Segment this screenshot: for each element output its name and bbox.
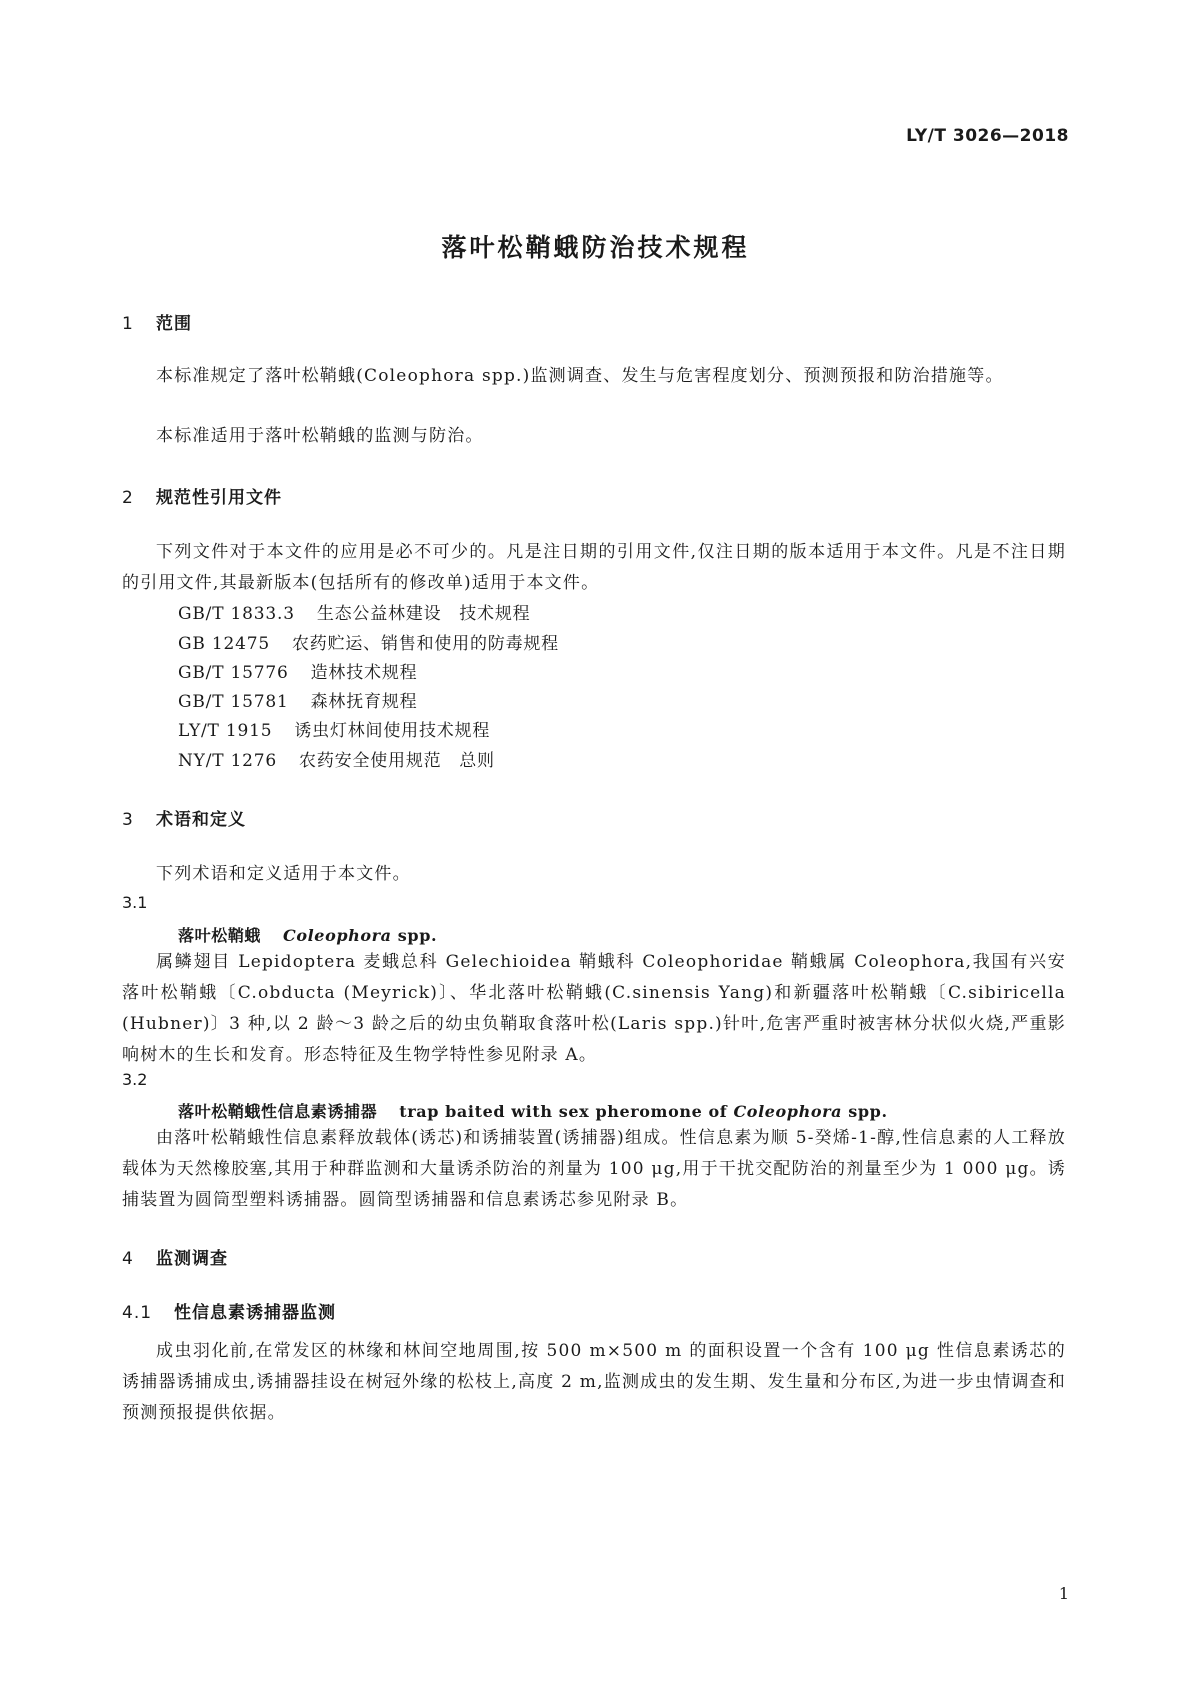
document-title: 落叶松鞘蛾防治技术规程 <box>441 233 750 262</box>
section-number: 1 <box>122 314 134 334</box>
term-en-suffix: spp. <box>842 1102 888 1121</box>
section-number: 4 <box>122 1249 134 1269</box>
section-3-heading <box>122 805 246 830</box>
term-definition: 属鳞翅目 Lepidoptera 麦蛾总科 Gelechioidea 鞘蛾科 Coleophoridae 鞘蛾属 Coleophora,我国有兴安落叶松鞘蛾〔C.obducta (Meyrick)〕、华北落叶松鞘蛾(C.sinensis Yang)和新疆落叶松鞘蛾〔C.sibiricella (Hubner)〕3 种,以 2 龄～3 龄之后的幼虫负鞘取食落叶松(Laris spp.)针叶,危害严重时被害林分状似火烧,严重影响树木的生长和发育。形态特征及生物学特性参见附录 A。 <box>122 952 1066 1065</box>
reference-title: 农药安全使用规范 总则 <box>299 751 495 771</box>
term-number: 3.1 <box>122 893 148 912</box>
section-4-heading <box>122 1244 228 1269</box>
reference-title: 农药贮运、销售和使用的防毒规程 <box>291 634 559 654</box>
section-3-paragraph-1: 下列术语和定义适用于本文件。 <box>156 864 411 884</box>
term-en <box>399 1102 887 1121</box>
section-4-1-heading <box>122 1298 336 1323</box>
term-en-genus: Coleophora <box>733 1102 843 1121</box>
reference-item <box>178 716 490 741</box>
section-1-heading <box>122 309 192 334</box>
section-title: 监测调查 <box>156 1249 228 1269</box>
term-en <box>283 926 437 945</box>
section-title: 性信息素诱捕器监测 <box>174 1303 336 1323</box>
reference-item <box>178 687 417 712</box>
section-2-heading <box>122 483 282 508</box>
reference-item <box>178 746 495 771</box>
section-number: 3 <box>122 810 134 830</box>
section-title: 规范性引用文件 <box>156 488 282 508</box>
reference-code: GB/T 15781 <box>178 692 289 712</box>
reference-code: GB/T 15776 <box>178 663 289 683</box>
term-en-prefix: trap baited with sex pheromone of <box>399 1102 734 1121</box>
term-number: 3.2 <box>122 1070 148 1089</box>
reference-item <box>178 629 559 654</box>
term-zh: 落叶松鞘蛾性信息素诱捕器 <box>178 1102 378 1121</box>
section-1-paragraph-2: 本标准适用于落叶松鞘蛾的监测与防治。 <box>156 426 484 446</box>
page-number: 1 <box>1058 1584 1069 1603</box>
reference-item <box>178 599 530 624</box>
term-en-genus: Coleophora <box>283 926 392 945</box>
term-heading <box>178 1099 888 1122</box>
section-number: 2 <box>122 488 134 508</box>
section-number: 4.1 <box>122 1303 153 1323</box>
section-1-paragraph-1: 本标准规定了落叶松鞘蛾(Coleophora spp.)监测调查、发生与危害程度划分、预测预报和防治措施等。 <box>156 366 1004 386</box>
reference-title: 生态公益林建设 技术规程 <box>316 604 531 624</box>
term-en-suffix: spp. <box>391 926 438 945</box>
reference-title: 诱虫灯林间使用技术规程 <box>294 721 491 741</box>
reference-title: 森林抚育规程 <box>310 692 418 712</box>
reference-code: GB/T 1833.3 <box>178 604 295 624</box>
section-title: 范围 <box>156 314 192 334</box>
term-zh: 落叶松鞘蛾 <box>178 926 262 945</box>
term-heading <box>178 923 437 946</box>
reference-item <box>178 658 417 683</box>
reference-title: 造林技术规程 <box>310 663 418 683</box>
section-2-paragraph-1: 下列文件对于本文件的应用是必不可少的。凡是注日期的引用文件,仅注日期的版本适用于本文件。凡是不注日期的引用文件,其最新版本(包括所有的修改单)适用于本文件。 <box>122 542 1066 593</box>
reference-code: GB 12475 <box>178 634 270 654</box>
standard-code: LY/T 3026—2018 <box>906 126 1069 146</box>
reference-code: LY/T 1915 <box>178 721 273 741</box>
section-title: 术语和定义 <box>156 810 246 830</box>
term-definition: 由落叶松鞘蛾性信息素释放载体(诱芯)和诱捕装置(诱捕器)组成。性信息素为顺 5-癸烯-1-醇,性信息素的人工释放载体为天然橡胶塞,其用于种群监测和大量诱杀防治的剂量为 100 μg,用于干扰交配防治的剂量至少为 1 000 μg。诱捕装置为圆筒型塑料诱捕器。圆筒型诱捕器和信息素诱芯参见附录 B。 <box>122 1128 1066 1210</box>
section-4-1-paragraph-1: 成虫羽化前,在常发区的林缘和林间空地周围,按 500 m×500 m 的面积设置一个含有 100 μg 性信息素诱芯的诱捕器诱捕成虫,诱捕器挂设在树冠外缘的松枝上,高度 2 m,监测成虫的发生期、发生量和分布区,为进一步虫情调查和预测预报提供依据。 <box>122 1341 1066 1423</box>
reference-code: NY/T 1276 <box>178 751 278 771</box>
